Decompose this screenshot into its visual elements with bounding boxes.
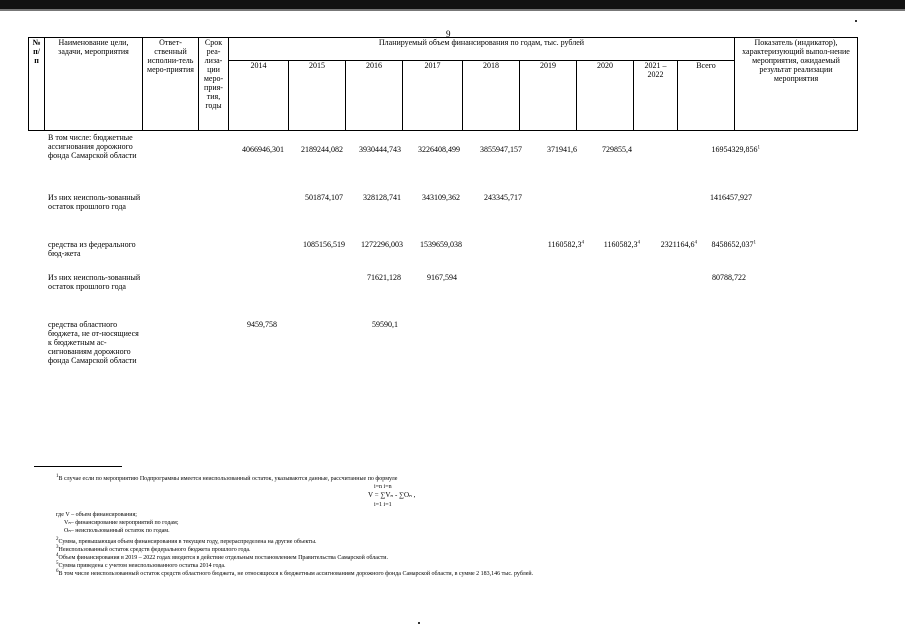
footnote-separator <box>34 466 122 467</box>
year-header: 2018 <box>463 61 520 131</box>
footnote-5: $^5$Сумма приведена с учетом неиспользованного остатка 2014 года. <box>56 561 226 569</box>
year-header: 2019 <box>520 61 577 131</box>
header-col-name: Наименование цели, задачи, мероприятия <box>45 38 143 131</box>
year-header: Всего <box>678 61 735 131</box>
formula-top-limits: i=n i=n <box>374 484 392 490</box>
scan-top-border-shadow <box>0 9 905 11</box>
year-header: 2017 <box>403 61 463 131</box>
footnote-6: $^6$В том числе неиспользованный остаток средств областного бюджета, не относящихся к бюджетным ассигнованиям дорожного фонда Самарской области, в сумме 2 183,146 тыс. рублей. <box>56 569 534 577</box>
row-label-federal-budget: средства из федерального бюд-жета <box>48 240 136 259</box>
header-col-indicator: Показатель (индикатор), характеризующий выпол-нение мероприятия, ожидаемый результат реализации мероприятия <box>735 38 858 131</box>
cell-total: 1416457,927 <box>710 193 752 202</box>
year-header: 2015 <box>289 61 346 131</box>
footnote-1: $^1$В случае если по мероприятию Подпрограммы имеется неиспользованный остаток, указываются данные, рассчитанные по формуле <box>56 474 398 482</box>
row-label-unused-balance: Из них неисполь-зованный остаток прошлого года <box>48 193 141 212</box>
cell-2017: 343109,362 <box>422 193 460 202</box>
cell-2015: 2189244,082 <box>301 145 343 154</box>
page-number: 9 <box>446 29 451 39</box>
cell-total: 16954329,856$^1$ <box>711 145 760 154</box>
cell-2016: 328128,741 <box>363 193 401 202</box>
cell-2021-2022: 2321164,6$^4$ <box>660 240 697 249</box>
cell-2017: 3226408,499 <box>418 145 460 154</box>
formula-bottom-limits: i=1 i=1 <box>374 502 392 508</box>
scan-top-border <box>0 0 905 9</box>
cell-2015: 501874,107 <box>305 193 343 202</box>
cell-2016: 71621,128 <box>367 273 401 282</box>
footnote-on: Oₙ– неиспользованный остаток по годам. <box>64 528 170 534</box>
cell-2014: 9459,758 <box>247 320 277 329</box>
header-col-term: Срок реа-лиза-ции меро-прия-тия, годы <box>199 38 229 131</box>
header-col-number: № п/п <box>29 38 45 131</box>
cell-2015: 1085156,519 <box>303 240 345 249</box>
cell-2018: 3855947,157 <box>480 145 522 154</box>
year-header: 2020 <box>577 61 634 131</box>
year-header: 2014 <box>229 61 289 131</box>
cell-2017: 9167,594 <box>427 273 457 282</box>
footnote-3: $^3$Неиспользованный остаток средств федерального бюджета прошлого года. <box>56 545 251 553</box>
scan-speck <box>855 20 857 22</box>
year-header: 2016 <box>346 61 403 131</box>
cell-2017: 1539659,038 <box>420 240 462 249</box>
header-col-planned-financing: Планируемый объем финансирования по годам, тыс. рублей <box>229 38 735 61</box>
row-label-unused-balance: Из них неисполь-зованный остаток прошлого года <box>48 273 141 292</box>
cell-2018: 243345,717 <box>484 193 522 202</box>
cell-2016: 1272296,003 <box>361 240 403 249</box>
cell-2020: 1160582,3$^4$ <box>603 240 640 249</box>
year-header: 2021 – 2022 <box>634 61 678 131</box>
row-label-budget-allocations: В том числе: бюджетные ассигнования дорожного фонда Самарской области <box>48 133 137 161</box>
scan-speck <box>418 622 420 624</box>
formula: V = ∑Vₙ - ∑Oₙ , <box>368 491 416 499</box>
cell-total: 8458652,037$^1$ <box>711 240 756 249</box>
cell-total: 80788,722 <box>712 273 746 282</box>
footnote-4: $^4$Объем финансирования в 2019 – 2022 годах вводится в действие отдельным постановлением Правительства Самарской области. <box>56 553 388 561</box>
financing-table-header <box>28 37 858 131</box>
cell-2020: 729855,4 <box>602 145 632 154</box>
cell-2016: 59590,1 <box>372 320 398 329</box>
cell-2019: 371941,6 <box>547 145 577 154</box>
header-col-responsible: Ответ-ственный исполни-тель меро-приятия <box>143 38 199 131</box>
footnote-2: $^2$Сумма, превышающая объем финансирования в текущем году, перераспределена на другие объекты. <box>56 537 317 545</box>
cell-2016: 3930444,743 <box>359 145 401 154</box>
cell-2019: 1160582,3$^4$ <box>547 240 584 249</box>
cell-2014: 4066946,301 <box>242 145 284 154</box>
footnote-where: где V – объем финансирования; <box>56 512 137 518</box>
row-label-regional-budget: средства областного бюджета, не от-носящиеся к бюджетным ас-сигнованиям дорожного фонда Самарской области <box>48 320 139 366</box>
footnote-vn: Vₙ– финансирование мероприятий по годам; <box>64 520 179 526</box>
